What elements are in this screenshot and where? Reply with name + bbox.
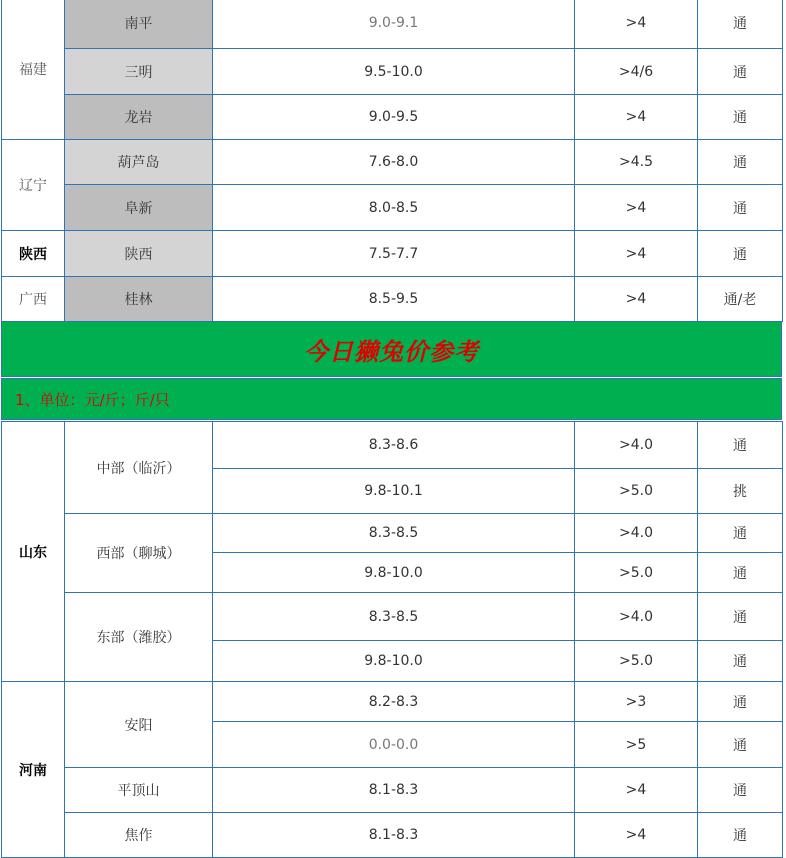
table-row [2, 682, 783, 722]
region-cell: 焦作 [65, 813, 213, 858]
province-cell: 山东 [2, 422, 65, 682]
region-cell: 阜新 [65, 185, 213, 231]
weight-cell: >4/6 [575, 49, 698, 95]
table-row [2, 277, 783, 322]
type-cell: 通 [698, 722, 783, 768]
weight-cell: >5.0 [575, 469, 698, 514]
table-row [2, 813, 783, 858]
type-cell: 通 [698, 641, 783, 682]
weight-cell: >4 [575, 185, 698, 231]
table-row [2, 95, 783, 140]
weight-cell: >4.0 [575, 514, 698, 553]
province-cell: 河南 [2, 682, 65, 858]
price-cell: 8.1-8.3 [213, 768, 575, 813]
type-cell: 通 [698, 0, 783, 49]
type-cell: 通/老 [698, 277, 783, 322]
weight-cell: >3 [575, 682, 698, 722]
price-cell: 8.3-8.6 [213, 422, 575, 469]
type-cell: 通 [698, 514, 783, 553]
price-cell: 8.3-8.5 [213, 514, 575, 553]
province-cell: 辽宁 [2, 140, 65, 231]
table-row [2, 768, 783, 813]
table-row [2, 0, 783, 49]
region-cell: 平顶山 [65, 768, 213, 813]
type-cell: 通 [698, 231, 783, 277]
region-cell: 南平 [65, 0, 213, 49]
table-row [2, 140, 783, 185]
price-cell: 9.8-10.0 [213, 641, 575, 682]
region-cell: 中部（临沂） [65, 422, 213, 514]
region-cell: 安阳 [65, 682, 213, 768]
price-cell: 9.5-10.0 [213, 49, 575, 95]
type-cell: 通 [698, 682, 783, 722]
table-row [2, 514, 783, 553]
table-row [2, 422, 783, 469]
type-cell: 通 [698, 768, 783, 813]
price-cell: 7.5-7.7 [213, 231, 575, 277]
table-row [2, 593, 783, 641]
price-cell: 9.8-10.1 [213, 469, 575, 514]
type-cell: 通 [698, 593, 783, 641]
weight-cell: >4 [575, 277, 698, 322]
unit-note [1, 378, 782, 420]
region-cell: 东部（潍胶） [65, 593, 213, 682]
region-cell: 陕西 [65, 231, 213, 277]
type-cell: 挑 [698, 469, 783, 514]
type-cell: 通 [698, 95, 783, 140]
weight-cell: >4 [575, 0, 698, 49]
unit-note-text: 1、单位：元/斤；斤/只 [15, 390, 170, 409]
price-table-lower [1, 421, 783, 858]
table-row [2, 231, 783, 277]
price-cell: 8.1-8.3 [213, 813, 575, 858]
price-cell: 7.6-8.0 [213, 140, 575, 185]
region-cell: 西部（聊城） [65, 514, 213, 593]
table-row [2, 49, 783, 95]
type-cell: 通 [698, 553, 783, 593]
banner-title-text: 今日獭兔价参考 [304, 337, 479, 366]
weight-cell: >4.0 [575, 422, 698, 469]
price-cell: 8.3-8.5 [213, 593, 575, 641]
price-cell: 9.0-9.5 [213, 95, 575, 140]
weight-cell: >4 [575, 231, 698, 277]
weight-cell: >4.5 [575, 140, 698, 185]
province-cell: 陕西 [2, 231, 65, 277]
weight-cell: >5.0 [575, 641, 698, 682]
weight-cell: >5 [575, 722, 698, 768]
weight-cell: >4 [575, 813, 698, 858]
weight-cell: >5.0 [575, 553, 698, 593]
province-cell: 福建 [2, 0, 65, 140]
region-cell: 三明 [65, 49, 213, 95]
weight-cell: >4 [575, 95, 698, 140]
price-cell: 8.0-8.5 [213, 185, 575, 231]
type-cell: 通 [698, 140, 783, 185]
price-cell: 8.2-8.3 [213, 682, 575, 722]
type-cell: 通 [698, 422, 783, 469]
region-cell: 桂林 [65, 277, 213, 322]
banner-title [1, 321, 782, 377]
weight-cell: >4.0 [575, 593, 698, 641]
province-cell: 广西 [2, 277, 65, 322]
region-cell: 葫芦岛 [65, 140, 213, 185]
price-cell: 9.8-10.0 [213, 553, 575, 593]
price-cell: 9.0-9.1 [213, 0, 575, 49]
table-row [2, 185, 783, 231]
weight-cell: >4 [575, 768, 698, 813]
type-cell: 通 [698, 185, 783, 231]
price-cell: 0.0-0.0 [213, 722, 575, 768]
type-cell: 通 [698, 813, 783, 858]
type-cell: 通 [698, 49, 783, 95]
price-cell: 8.5-9.5 [213, 277, 575, 322]
price-table-upper [1, 0, 783, 322]
region-cell: 龙岩 [65, 95, 213, 140]
price-banner [1, 321, 782, 421]
